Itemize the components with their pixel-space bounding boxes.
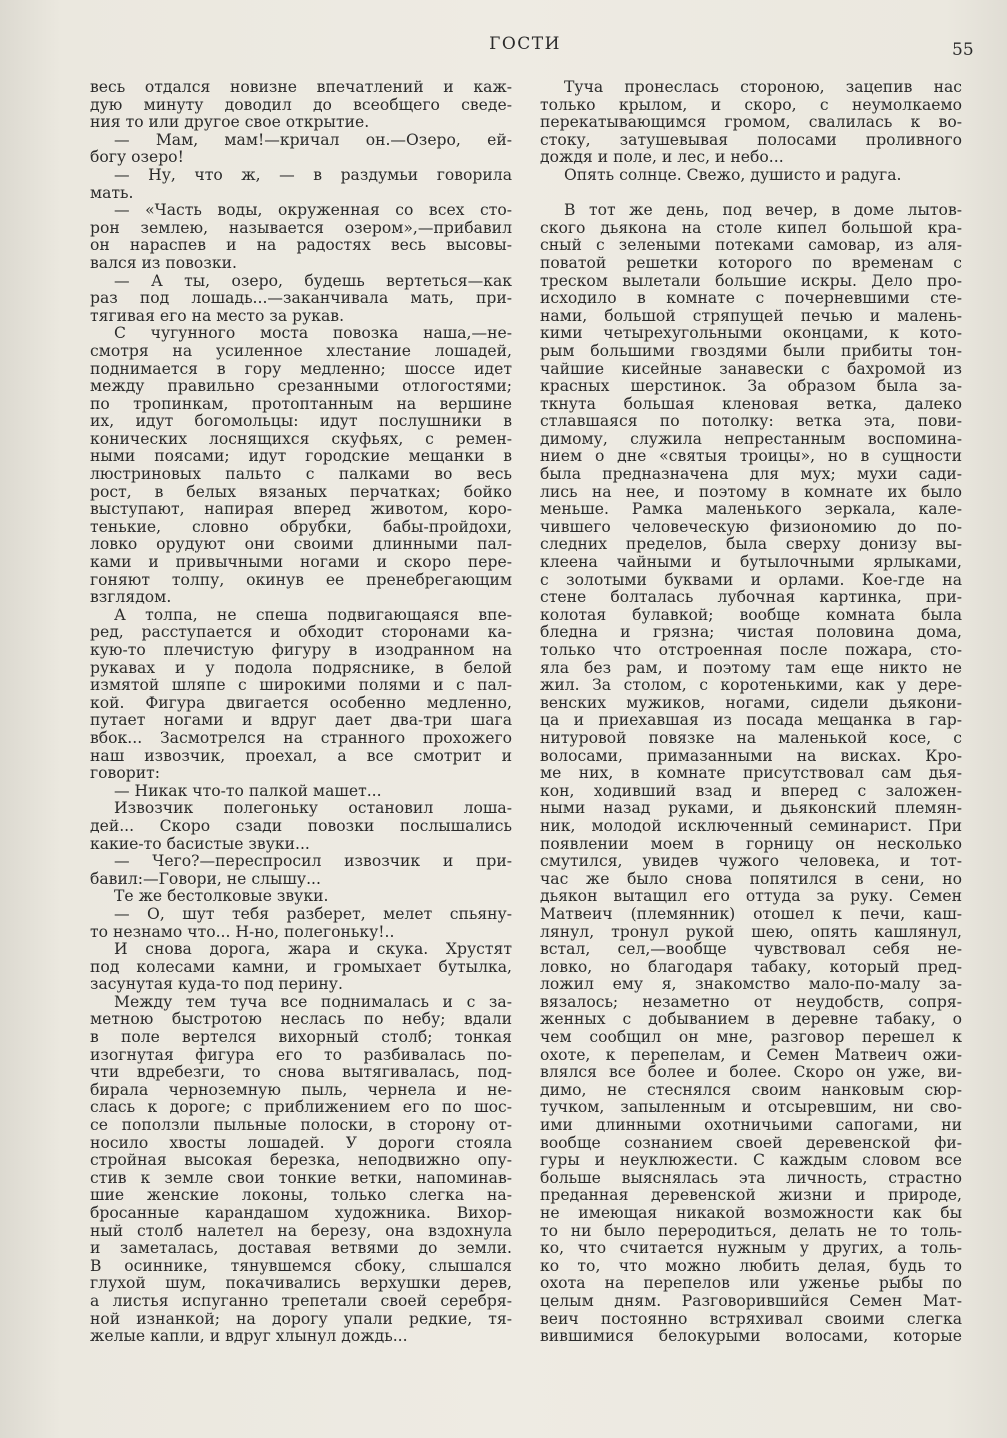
text-line: димо, не стеснялся своим нанковым сюр- bbox=[540, 1080, 962, 1099]
text-line: — Чего?—переспросил извозчик и при- bbox=[114, 852, 512, 871]
text-line: меньше. Рамка маленького зеркала, кале- bbox=[540, 500, 962, 519]
text-line: смотря на усиленное хлестание лошадей, bbox=[90, 341, 512, 360]
text-line: рост, в белых вязаных перчатках; бойко bbox=[90, 482, 512, 501]
text-line: кую-то плечистую фигуру в изодранном на bbox=[90, 641, 512, 659]
text-line: а листья испуганно трепетали своей серебря- bbox=[90, 1291, 512, 1310]
paragraph bbox=[90, 994, 512, 1346]
text-line: смутился, увидев чужого человека, и тот- bbox=[540, 852, 962, 871]
text-line: ца и приехавшая из посада мещанка в гар- bbox=[540, 711, 962, 730]
text-line: яла без рам, и поэтому там еще никто не bbox=[540, 658, 962, 677]
text-line: вившимися белокурыми волосами, которые bbox=[540, 1327, 962, 1346]
text-line: нами, большой стряпущей печью и малень- bbox=[540, 306, 962, 325]
text-line: Те же бестолковые звуки. bbox=[114, 887, 329, 906]
text-line: — А ты, озеро, будешь вертеться—как bbox=[114, 271, 512, 290]
text-line: бросанные карандашом художника. Вихор- bbox=[90, 1204, 512, 1222]
text-line: ками и привычными ногами и скоро пере- bbox=[90, 553, 512, 572]
text-line: стройная высокая березка, неподвижно опу- bbox=[90, 1151, 512, 1170]
paragraph bbox=[90, 132, 512, 167]
paragraph bbox=[90, 607, 512, 783]
text-line: исходило в комнате с почерневшими сте- bbox=[540, 289, 962, 308]
text-line: выступают, напирая вперед животом, коро- bbox=[90, 500, 512, 519]
text-line: ловко, но благодаря табаку, который пред- bbox=[540, 957, 962, 976]
text-line: колотая булавкой; вообще комната была bbox=[540, 605, 962, 624]
text-line: носило хвосты лошадей. У дороги стояла bbox=[90, 1133, 512, 1152]
text-line: и заметалась, доставая ветвями до земли. bbox=[90, 1239, 512, 1258]
text-line: желые капли, и вдруг хлынул дождь... bbox=[90, 1327, 408, 1346]
text-line: венских мужиков, ногами, сидели дьякони- bbox=[540, 693, 962, 712]
text-line: глухой шум, покачивались верхушки дерев, bbox=[90, 1274, 512, 1293]
text-line: — Ну, что ж, — в раздумьи говорила bbox=[114, 165, 512, 184]
text-line: В тот же день, под вечер, в доме лытов- bbox=[564, 201, 962, 220]
text-line: женных с добыванием в деревне табаку, о bbox=[540, 1010, 962, 1029]
text-line: бавил:—Говори, не слышу... bbox=[90, 869, 321, 888]
text-line: не имеющая никакой возможности как бы bbox=[540, 1204, 962, 1222]
text-line: ник, молодой исключенный семинарист. При bbox=[540, 816, 962, 835]
text-line: была предназначена для мух; мухи сади- bbox=[540, 465, 962, 484]
text-line: гоняют толпу, окинув ее пренебрегающим bbox=[90, 570, 512, 589]
text-line: люстриновых пальто с палками во весь bbox=[90, 465, 512, 484]
text-line: треском вылетали большие искры. Дело про- bbox=[540, 271, 962, 290]
text-line: измятой шляпе с широкими полями и с пал- bbox=[90, 676, 512, 695]
text-line: дождя и поле, и лес, и небо... bbox=[540, 148, 784, 167]
paragraph bbox=[90, 800, 512, 853]
right-text-column bbox=[540, 79, 962, 1346]
text-line: — Никак что-то палкой машет... bbox=[114, 781, 382, 800]
text-line: охоте, к перепелам, и Семен Матвеич ожи- bbox=[540, 1045, 962, 1064]
text-line: — О, шут тебя разберет, мелет спьяну- bbox=[114, 904, 512, 923]
text-line: стоку, затушевывая полосами проливного bbox=[540, 130, 962, 149]
text-line: рым большими гвоздями были прибиты тон- bbox=[540, 341, 962, 360]
text-line: лянул, тронул рукой шею, опять кашлянул, bbox=[540, 922, 962, 941]
text-line: мать. bbox=[90, 183, 134, 202]
text-line: стив к земле свои тонкие ветки, напоминав- bbox=[90, 1168, 512, 1187]
text-line: тучком, запыленным и отсыревшим, ни сво- bbox=[540, 1098, 962, 1117]
text-line: встал, сел,—вообще чувствовал себя не- bbox=[540, 940, 962, 959]
text-line: А толпа, не спеша подвигающаяся впе- bbox=[114, 605, 512, 624]
text-line: рон землею, называется озером»,—прибавил bbox=[90, 218, 512, 237]
text-line: влялся все более и более. Скоро он уже, ви- bbox=[540, 1063, 962, 1082]
text-line: только что отстроенная после пожара, сто- bbox=[540, 641, 962, 659]
paragraph bbox=[90, 202, 512, 272]
text-line: красных шерстинок. За образом была за- bbox=[540, 377, 962, 396]
text-line: больше выяснялась эта личность, страстно bbox=[540, 1168, 962, 1187]
text-line: кой. Фигура двигается особенно медленно, bbox=[90, 693, 512, 712]
text-line: Матвеич (племянник) отошел к печи, каш- bbox=[540, 904, 962, 923]
text-line: стене болталась лубочная картинка, при- bbox=[540, 588, 962, 607]
page-number: 55 bbox=[952, 40, 974, 60]
text-line: ко, что считается нужным у других, а толь- bbox=[540, 1239, 962, 1258]
paragraph bbox=[90, 888, 512, 906]
text-line: взглядом. bbox=[90, 588, 172, 607]
text-line: рукавах и у подола подряснике, в белой bbox=[90, 658, 512, 677]
text-line: чившего человеческую физиономию до по- bbox=[540, 517, 962, 536]
text-line: кон, ходивший взад и вперед с заложен- bbox=[540, 781, 962, 800]
text-line: метною быстротою неслась по небу; вдали bbox=[90, 1010, 512, 1029]
text-line: веич постоянно встряхивал своими слегка bbox=[540, 1309, 962, 1328]
text-line: бледна и грязна; чистая половина дома, bbox=[540, 623, 962, 642]
text-line: волосами, примазанными на висках. Кро- bbox=[540, 746, 962, 765]
paragraph bbox=[90, 783, 512, 801]
text-line: с золотыми буквами и орлами. Кое-где на bbox=[540, 570, 962, 589]
text-line: засунутая куда-то под перину. bbox=[90, 975, 343, 994]
paragraph bbox=[90, 325, 512, 607]
text-line: поднимается в гору медленно; шоссе идет bbox=[90, 359, 512, 378]
text-line: нием о дне «святыя троицы», но в сущности bbox=[540, 447, 962, 466]
text-line: ими длинными охотничьими сапогами, ни bbox=[540, 1116, 962, 1135]
text-line: вался из повозки. bbox=[90, 253, 237, 272]
text-line: появлении моем в горницу он несколько bbox=[540, 834, 962, 853]
text-line: час же было снова попятился в сени, но bbox=[540, 869, 962, 888]
text-line: жил. За столом, с коротенькими, как у дере- bbox=[540, 676, 962, 695]
text-line: тягивая его на место за рукав. bbox=[90, 306, 345, 325]
text-line: чем сообщил он мне, разговор перешел к bbox=[540, 1028, 962, 1047]
text-line: ной изнанкой; на дорогу упали редкие, тя- bbox=[90, 1309, 512, 1328]
text-line: вязалось; незаметно от неудобств, сопря- bbox=[540, 992, 962, 1011]
paragraph bbox=[90, 273, 512, 326]
text-line: С чугунного моста повозка наша,—не- bbox=[114, 324, 512, 343]
text-line: слась к дороге; с приближением его по шос- bbox=[90, 1098, 512, 1117]
text-line: преданная деревенской жизни и природе, bbox=[540, 1186, 962, 1205]
text-line: только крылом, и скоро, с неумолкаемо bbox=[540, 95, 962, 114]
text-line: какие-то басистые звуки... bbox=[90, 834, 310, 853]
text-line: по тропинкам, протоптанным на вершине bbox=[90, 394, 512, 413]
paragraph bbox=[90, 167, 512, 202]
text-line: — «Часть воды, окруженная со всех сто- bbox=[114, 201, 512, 220]
text-line: И снова дорога, жара и скука. Хрустят bbox=[114, 940, 512, 959]
text-line: ный столб налетел на березу, она вздохнула bbox=[90, 1221, 512, 1240]
text-line: клеена чайными и бутылочными ярлыками, bbox=[540, 553, 962, 572]
text-line: их, идут богомольцы: идут послушники в bbox=[90, 412, 512, 431]
section-break bbox=[540, 185, 962, 203]
text-line: охота на перепелов или уженье рыбы по bbox=[540, 1274, 962, 1293]
text-line: Туча пронеслась стороною, зацепив нас bbox=[564, 78, 962, 96]
left-text-column bbox=[90, 79, 512, 1346]
text-line: Опять солнце. Свежо, душисто и радуга. bbox=[564, 165, 902, 184]
text-line: стлавшаяся по потолку: ветка эта, пови- bbox=[540, 412, 962, 431]
text-line: путает ногами и вдруг дает два-три шага bbox=[90, 711, 512, 730]
text-line: ткнута большая кленовая ветка, далеко bbox=[540, 394, 962, 413]
text-line: говорит: bbox=[90, 764, 160, 783]
running-title: ГОСТИ bbox=[489, 34, 561, 54]
text-line: между правильно срезанными отлогостями; bbox=[90, 377, 512, 396]
text-line: наш извозчик, проехал, а все смотрит и bbox=[90, 746, 512, 765]
text-line: вбок... Засмотрелся на странного прохожего bbox=[90, 728, 512, 747]
paragraph bbox=[540, 167, 962, 185]
text-line: сный с зелеными потеками самовар, из аля- bbox=[540, 236, 962, 255]
text-line: ме них, в комнате присутствовал сам дья- bbox=[540, 764, 962, 783]
text-line: нитуровой повязке на маленькой косе, с bbox=[540, 728, 962, 747]
text-line: ского дьякона на столе кипел большой кра- bbox=[540, 218, 962, 237]
paragraph bbox=[90, 79, 512, 132]
text-line: то ни было переродиться, делать не то толь- bbox=[540, 1221, 962, 1240]
text-line: весь отдался новизне впечатлений и каж- bbox=[90, 78, 512, 96]
text-line: под колесами камни, и громыхает бутылка, bbox=[90, 957, 512, 976]
text-line: ред, расступается и обходит сторонами ка- bbox=[90, 623, 512, 642]
text-line: чайшие кисейные занавески с бахромой из bbox=[540, 359, 962, 378]
text-line: вообще сознанием своей деревенской фи- bbox=[540, 1133, 962, 1152]
text-line: ными поясами; идут городские мещанки в bbox=[90, 447, 512, 466]
text-line: дую минуту доводил до всеобщего сведе- bbox=[90, 95, 512, 114]
text-line: ными назад руками, и дьяконский племян- bbox=[540, 799, 962, 818]
paragraph bbox=[540, 79, 962, 167]
text-line: дьякон вытащил его оттуда за руку. Семен bbox=[540, 887, 962, 906]
text-line: лись на нее, и поэтому в комнате их было bbox=[540, 482, 962, 501]
text-line: поватой решетки которого по временам с bbox=[540, 253, 962, 272]
text-line: конических лоснящихся скуфьях, с ремен- bbox=[90, 429, 512, 448]
text-line: ловко орудуют они своими длинными пал- bbox=[90, 535, 512, 554]
text-line: дей... Скоро сзади повозки послышались bbox=[90, 816, 512, 835]
text-line: он нараспев и на радостях весь высовы- bbox=[90, 236, 512, 255]
text-line: в поле вертелся вихорный столб; тонкая bbox=[90, 1028, 512, 1047]
text-line: следних пределов, была сверху донизу вы- bbox=[540, 535, 962, 554]
text-line: перекатывающимся громом, свалилась к во- bbox=[540, 113, 962, 132]
text-line: се поползли пыльные полоски, в сторону от- bbox=[90, 1116, 512, 1135]
text-line: ко то, что можно любить делая, будь то bbox=[540, 1256, 962, 1275]
text-line: гуры и неуклюжести. С каждым словом все bbox=[540, 1151, 962, 1170]
text-line: Извозчик полегоньку остановил лоша- bbox=[114, 799, 512, 818]
text-line: богу озеро! bbox=[90, 148, 184, 167]
text-line: шие женские локоны, только слегка на- bbox=[90, 1186, 512, 1205]
paragraph bbox=[90, 853, 512, 888]
text-line: Между тем туча все поднималась и с за- bbox=[114, 992, 512, 1011]
text-line: — Мам, мам!—кричал он.—Озеро, ей- bbox=[114, 130, 512, 149]
text-line: кими четырехугольными оконцами, к кото- bbox=[540, 324, 962, 343]
text-line: димому, служила непрестанным воспомина- bbox=[540, 429, 962, 448]
text-line: тенькие, словно обрубки, бабы-пройдохи, bbox=[90, 517, 512, 536]
text-line: то незнамо что... Н-но, полегоньку!.. bbox=[90, 922, 395, 941]
text-line: изогнутая фигура его то разбивалась по- bbox=[90, 1045, 512, 1064]
paragraph bbox=[90, 906, 512, 941]
text-line: ложил ему я, знакомство мало-по-малу за- bbox=[540, 975, 962, 994]
text-line: целым дням. Разговорившийся Семен Мат- bbox=[540, 1291, 962, 1310]
text-line: раз под лошадь...—заканчивала мать, при- bbox=[90, 289, 512, 308]
paragraph bbox=[90, 941, 512, 994]
paragraph bbox=[540, 202, 962, 1346]
text-line: ния то или другое свое открытие. bbox=[90, 113, 370, 132]
text-line: чти вдребезги, то снова вытягивалась, под- bbox=[90, 1063, 512, 1082]
text-line: бирала черноземную пыль, чернела и не- bbox=[90, 1080, 512, 1099]
text-line: В осиннике, тянувшемся сбоку, слышался bbox=[90, 1256, 512, 1275]
